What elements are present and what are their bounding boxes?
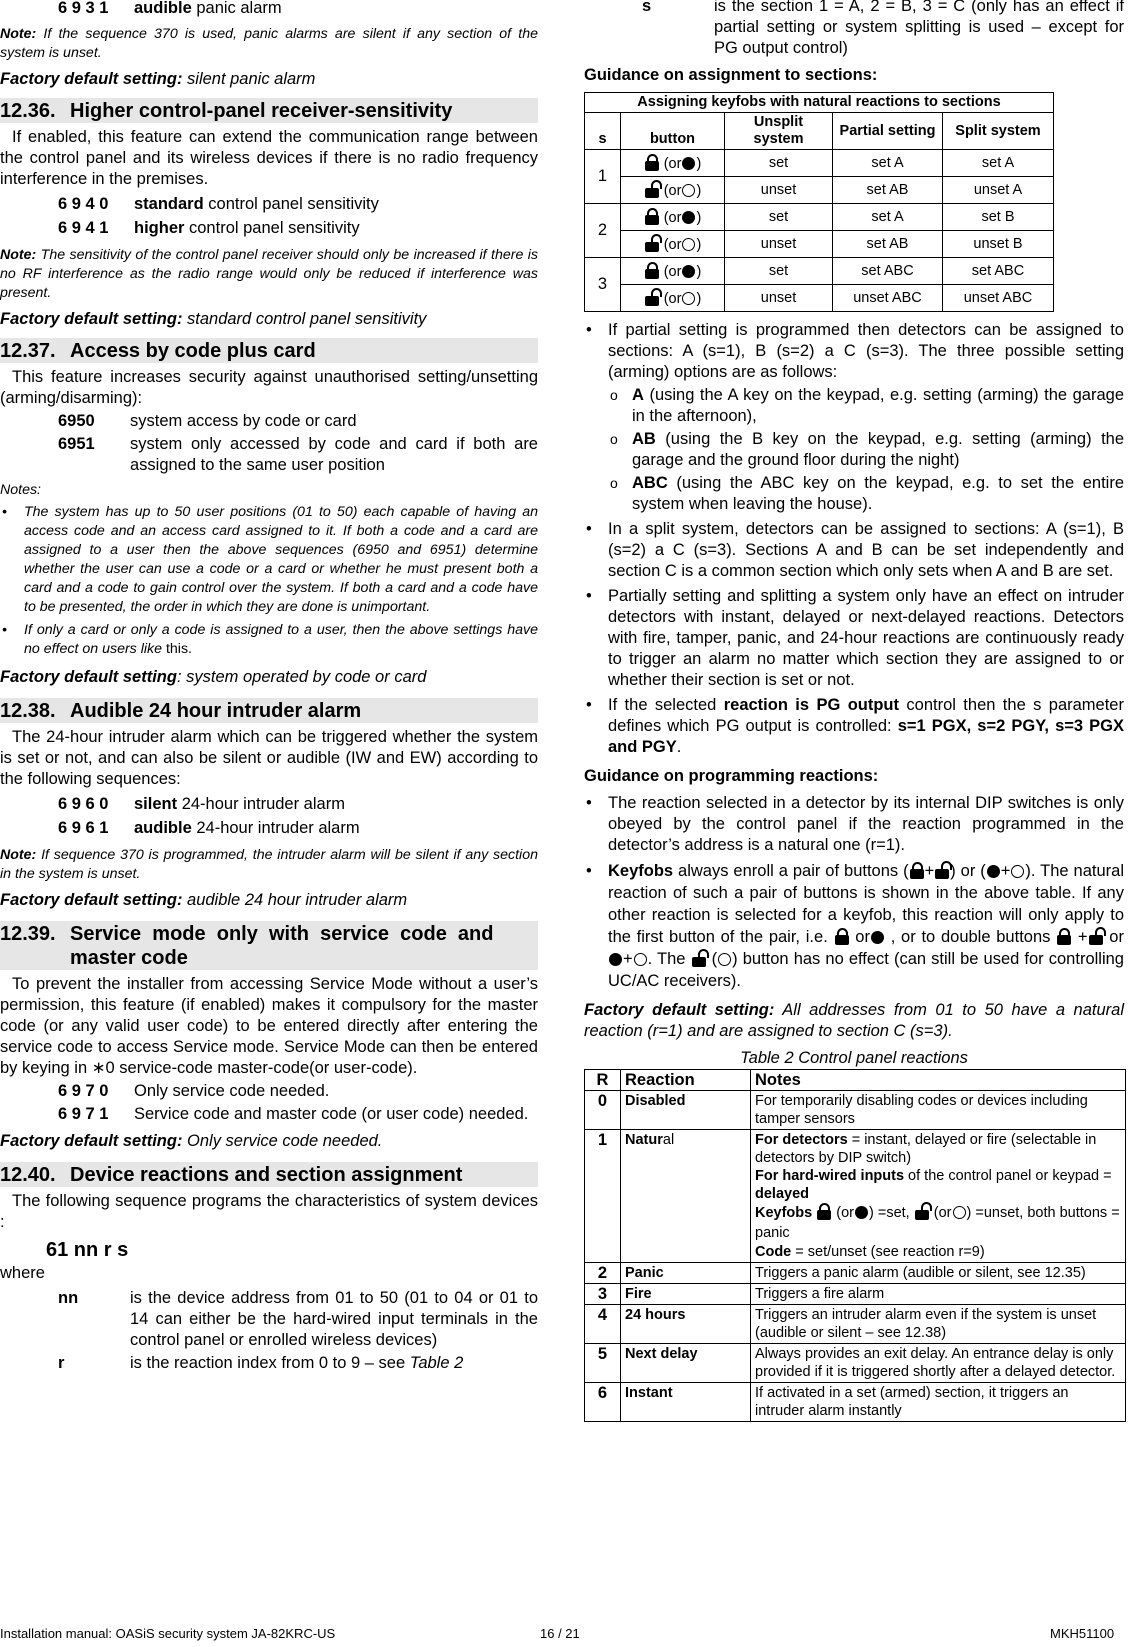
or-text: (or	[663, 155, 682, 172]
heading-number: 12.38.	[0, 700, 56, 722]
heading-12-36	[0, 98, 538, 123]
paragraph: If enabled, this feature can extend the communication range between the control panel and its wireless devices if there is no radio frequency interference in the premises.	[0, 128, 538, 188]
note-bold: For hard-wired inputs	[755, 1168, 905, 1184]
heading-title: Device reactions and section assignment	[70, 1164, 463, 1186]
fd-label: Factory default setting:	[0, 70, 183, 88]
sub-item	[608, 429, 1124, 471]
table-row	[585, 177, 1054, 204]
item-text: , or to double buttons	[884, 928, 1051, 946]
table-cell: unset	[725, 285, 833, 312]
filled-circle-icon	[855, 1206, 868, 1219]
fd-text: silent panic alarm	[182, 70, 316, 88]
fd-text: standard control panel sensitivity	[182, 310, 427, 328]
seq-code: 6 9 7 1	[58, 1105, 109, 1123]
close-paren: )	[696, 182, 702, 199]
factory-default-intruder	[0, 890, 538, 911]
list-item: • Partially setting and splitting a system only have an effect on intruder detectors with instant, delayed or next-delayed reactions. Detectors with fire, tamper, panic, and 24-hour reactions are continuously ready to trigger an alarm no matter which section they are assigned to or whether their section is set or not.	[608, 586, 1124, 691]
def-nn	[0, 1288, 538, 1351]
close-paren: )	[696, 236, 702, 253]
def-value: is the reaction index from 0 to 9 – see	[130, 1354, 410, 1372]
table-cell: set ABC	[833, 258, 943, 285]
sub-text: (using the A key on the keypad, e.g. setting (arming) the garage in the afternoon),	[632, 386, 1124, 425]
def-key: 6950	[58, 412, 95, 430]
filled-circle-icon	[682, 157, 695, 170]
factory-default-panic	[0, 69, 538, 90]
table-cell: set AB	[833, 231, 943, 258]
note-text: ) =set,	[869, 1205, 910, 1221]
table-header-row	[585, 113, 1054, 150]
item-text: button has no effect (can still be used for controlling UC/AC receivers).	[608, 950, 1124, 990]
table-cell: set AB	[833, 177, 943, 204]
table-row	[585, 1091, 1126, 1130]
fd-label: Factory default setting:	[0, 891, 183, 909]
table-cell: set	[725, 204, 833, 231]
note-line	[755, 1243, 1121, 1261]
seq-code: 6 9 7 0	[58, 1082, 109, 1100]
sequence-formula: 61 nn r s	[46, 1239, 129, 1261]
note-text: = set/unset (see reaction r=9)	[791, 1244, 985, 1260]
paragraph: The 24-hour intruder alarm which can be triggered whether the system is set or not, and can also be silent or audible (IW and EW) according to the following sequences:	[0, 728, 538, 788]
close-paren: )	[696, 209, 702, 226]
note-line	[755, 1131, 1121, 1167]
table-cell: unset ABC	[833, 285, 943, 312]
guidance-list	[584, 320, 1124, 758]
notes-list	[0, 503, 538, 659]
filled-circle-icon	[609, 953, 622, 966]
table-row	[585, 1263, 1126, 1284]
table-cell: set B	[943, 204, 1054, 231]
sub-item	[608, 385, 1124, 427]
note-370	[0, 25, 538, 63]
note-text: The sensitivity of the control panel receiver should only be increased if there is no RF interference as the radio range would only be reduced if interference was present.	[0, 247, 538, 301]
def-6951	[0, 434, 538, 476]
heading-12-39	[0, 921, 538, 970]
heading-number: 12.39.	[0, 923, 56, 945]
def-key: r	[58, 1354, 65, 1372]
unlocked-padlock-icon	[692, 950, 706, 967]
seq-bold: silent	[134, 795, 178, 813]
or-text: (or	[663, 209, 682, 226]
unlocked-padlock-icon	[915, 1203, 929, 1220]
heading-title: Audible 24 hour intruder alarm	[70, 700, 362, 722]
header-cell: Partial setting	[833, 113, 943, 150]
def-6950	[0, 411, 538, 432]
list-item-keyfobs	[608, 860, 1124, 992]
header-cell: Notes	[751, 1070, 1126, 1091]
def-value: is the section 1 = A, 2 = B, 3 = C (only has an effect if partial setting or system splitting is used – except for PG output control)	[714, 0, 1124, 57]
reaction-index: 4	[585, 1305, 621, 1344]
plus-sign: +	[623, 950, 633, 968]
empty-circle-icon	[1011, 865, 1024, 878]
reaction-note: If activated in a set (armed) section, it triggers an intruder alarm instantly	[751, 1383, 1126, 1422]
name-bold: Natur	[625, 1132, 663, 1148]
def-r	[0, 1353, 538, 1374]
factory-default-access	[0, 667, 538, 688]
filled-circle-icon	[682, 265, 695, 278]
item-text: )	[732, 950, 738, 968]
seq-6931	[0, 0, 538, 20]
document-code: MKH51100	[1050, 1626, 1115, 1641]
seq-text: Only service code needed.	[134, 1082, 330, 1100]
note-bold: For detectors	[755, 1132, 848, 1148]
plus-sign: +	[1077, 928, 1088, 946]
note-bold: Keyfobs	[755, 1205, 813, 1221]
seq-6971	[0, 1104, 538, 1125]
or-text: (or	[663, 182, 682, 199]
table-cell: unset	[725, 231, 833, 258]
table-row	[585, 204, 1054, 231]
fd-text: All addresses from 01 to 50 have a natural reaction (r=1) and are assigned to section C (s=3).	[584, 1001, 1124, 1040]
plus-sign: +	[1000, 862, 1011, 880]
close-paren: )	[696, 263, 702, 280]
seq-code: 6 9 4 1	[58, 219, 109, 237]
unlocked-padlock-icon	[645, 289, 659, 306]
table-header-row	[585, 1070, 1126, 1091]
table-row	[585, 285, 1054, 312]
item-text: always enroll a pair of buttons (	[673, 862, 909, 880]
where-label: where	[0, 1264, 45, 1282]
reaction-note: For temporarily disabling codes or devices including tamper sensors	[751, 1091, 1126, 1130]
table-cell: set ABC	[943, 258, 1054, 285]
heading-number: 12.36.	[0, 100, 56, 122]
button-cell	[621, 285, 725, 312]
seq-text: Service code and master code (or user code) needed.	[134, 1105, 529, 1123]
button-cell	[621, 177, 725, 204]
seq-bold: higher	[134, 219, 185, 237]
seq-6970	[0, 1081, 538, 1102]
note-text: If the sequence 370 is used, panic alarms are silent if any section of the system is unset.	[0, 26, 538, 61]
sub-text: (using the ABC key on the keypad, e.g. to set the entire system when leaving the house).	[632, 474, 1124, 513]
item-text: or	[855, 928, 870, 946]
table-row	[585, 1284, 1126, 1305]
heading-12-37	[0, 338, 538, 363]
close-paren: )	[696, 155, 702, 172]
table-cell: set	[725, 150, 833, 177]
notes-label: Notes:	[0, 482, 42, 498]
fd-label: Factory default setting:	[584, 1001, 775, 1019]
factory-default-service	[0, 1131, 538, 1152]
list-item	[608, 320, 1124, 515]
heading-title: Access by code plus card	[70, 340, 316, 362]
seq-text: 24-hour intruder alarm	[177, 795, 345, 813]
item-text: control then the s parameter defines which PG output is controlled:	[608, 696, 1124, 735]
reaction-index: 2	[585, 1263, 621, 1284]
table-cell: set A	[833, 204, 943, 231]
table-cell: set A	[833, 150, 943, 177]
fd-label: Factory default setting	[0, 668, 177, 686]
reaction-name: Fire	[621, 1284, 751, 1305]
plus-sign: +	[924, 862, 935, 880]
item-text: . The	[647, 950, 686, 968]
item-text: If the selected	[608, 696, 724, 714]
def-value: is the device address from 01 to 50 (01 to 04 or 01 to 14 can either be the hard-wired input terminals in the control panel or enrolled wireless devices)	[130, 1289, 538, 1349]
paragraph: To prevent the installer from accessing Service Mode without a user’s permission, this feature (if enabled) makes it compulsory for the master code (or any valid user code) to be entered directly after entering the service code to access Service mode. Service Mode can then be entered by keying in ∗0 service-code master-code(or user-code).	[0, 975, 538, 1077]
paragraph: The following sequence programs the characteristics of system devices :	[0, 1192, 538, 1231]
def-value: system access by code or card	[130, 412, 357, 430]
header-cell: Reaction	[621, 1070, 751, 1091]
list-item: • The system has up to 50 user positions (01 to 50) each capable of having an access code and an access card assigned to it. If both a code and a card are assigned to a user then the above sequences (6950 and 6951) determine whether the user can use a code or a card or whether he must present both a card and a code to gain control over the system. If both a card and a code have to be presented, the order in which they are done is unimportant.	[24, 503, 538, 617]
sub-key: ABC	[632, 474, 668, 492]
seq-6941	[0, 216, 538, 240]
reactions-list	[584, 793, 1124, 992]
item-text: The natural reaction of such a pair of buttons is shown in the above table. If any other reaction is selected for a keyfob, this reaction will only apply to the first button of the pair, i.e.	[608, 862, 1124, 946]
fd-text: audible 24 hour intruder alarm	[182, 891, 408, 909]
heading-title-line2: master code	[70, 947, 188, 969]
seq-6961	[0, 816, 538, 840]
seq-text: control panel sensitivity	[203, 195, 379, 213]
table-row	[585, 1130, 1126, 1263]
heading-12-38	[0, 698, 538, 723]
reaction-note: Triggers a fire alarm	[751, 1284, 1126, 1305]
note-text-tail: this.	[162, 641, 192, 657]
or-text: (or	[663, 263, 682, 280]
header-cell: button	[621, 113, 725, 150]
def-key: 6951	[58, 435, 95, 453]
right-column	[584, 0, 1124, 1422]
note-text: ) =unset, both buttons = panic	[755, 1205, 1120, 1241]
reactions-table	[584, 1069, 1126, 1422]
table-cell: set A	[943, 150, 1054, 177]
heading-number: 12.37.	[0, 340, 56, 362]
locked-padlock-icon	[835, 928, 849, 945]
table-caption: Table 2 Control panel reactions	[740, 1049, 968, 1067]
def-s	[584, 0, 1124, 59]
header-cell: Unsplit system	[725, 113, 833, 150]
reaction-name: Next delay	[621, 1344, 751, 1383]
heading-number: 12.40.	[0, 1164, 56, 1186]
seq-bold: standard	[134, 195, 204, 213]
table-cell: unset ABC	[943, 285, 1054, 312]
table-row	[585, 231, 1054, 258]
seq-bold: audible	[134, 819, 192, 837]
item-bold: reaction is PG output	[723, 696, 899, 714]
item-text: .	[676, 738, 682, 756]
item-text: or	[1109, 928, 1124, 946]
section-cell: 2	[585, 204, 621, 258]
paragraph: This feature increases security against unauthorised setting/unsetting (arming/disarming):	[0, 368, 538, 407]
seq-text: panic alarm	[191, 0, 282, 17]
reaction-note: Triggers an intruder alarm even if the system is unset (audible or silent – see 12.38)	[751, 1305, 1126, 1344]
sub-key: A	[632, 386, 644, 404]
unlocked-padlock-icon	[1089, 928, 1103, 945]
item-bold: Keyfobs	[608, 862, 674, 880]
fd-label: Factory default setting:	[0, 1132, 183, 1150]
button-cell	[621, 204, 725, 231]
note-label: Note:	[0, 26, 37, 42]
note-bold: delayed	[755, 1186, 809, 1202]
list-item: • The reaction selected in a detector by its internal DIP switches is only obeyed by the control panel if the reaction programmed in the detector’s address is a natural one (r=1).	[608, 793, 1124, 856]
name-normal: al	[662, 1132, 675, 1148]
footer-title: Installation manual: OASiS security system JA-82KRC-US	[0, 1626, 336, 1641]
empty-circle-icon	[634, 953, 647, 966]
list-item	[24, 621, 538, 659]
seq-6940	[0, 192, 538, 216]
seq-code: 6 9 3 1	[58, 0, 109, 17]
sub-key: AB	[632, 430, 656, 448]
table-cell: unset	[725, 177, 833, 204]
reaction-note: Triggers a panic alarm (audible or silent, see 12.35)	[751, 1263, 1126, 1284]
note-line	[755, 1167, 1121, 1203]
locked-padlock-icon	[645, 154, 659, 171]
empty-circle-icon	[718, 953, 731, 966]
filled-circle-icon	[871, 931, 884, 944]
reaction-name: 24 hours	[621, 1305, 751, 1344]
table-reference: Table 2	[409, 1354, 464, 1372]
seq-code: 6 9 4 0	[58, 195, 109, 213]
fd-label: Factory default setting:	[0, 310, 183, 328]
sub-text: (using the B key on the keypad, e.g. setting (arming) the garage and the ground floor during the night)	[632, 430, 1124, 469]
note-bold: Code	[755, 1244, 792, 1260]
seq-text: control panel sensitivity	[184, 219, 360, 237]
table-cell: unset B	[943, 231, 1054, 258]
item-text: ) or (	[950, 862, 986, 880]
unlocked-padlock-icon	[935, 862, 949, 879]
subheading: Guidance on programming reactions:	[584, 767, 879, 785]
subheading: Guidance on assignment to sections:	[584, 66, 878, 84]
header-cell: s	[585, 113, 621, 150]
reaction-index: 1	[585, 1130, 621, 1263]
close-paren: )	[696, 290, 702, 307]
reaction-name	[621, 1130, 751, 1263]
reaction-index: 5	[585, 1344, 621, 1383]
empty-circle-icon	[953, 1206, 966, 1219]
reaction-name: Panic	[621, 1263, 751, 1284]
note-label: Note:	[0, 847, 37, 863]
table-title-row	[585, 93, 1054, 113]
note-intruder	[0, 846, 538, 884]
locked-padlock-icon	[645, 208, 659, 225]
table-row	[585, 1344, 1126, 1383]
empty-circle-icon	[682, 184, 695, 197]
def-key: nn	[58, 1289, 79, 1307]
note-text: If sequence 370 is programmed, the intruder alarm will be silent if any section in the system is unset.	[0, 847, 538, 882]
empty-circle-icon	[682, 292, 695, 305]
item-bold: s=1 PGX, s=2 PGY, s=3 PGX and PGY	[608, 717, 1125, 756]
note-text: of the control panel or keypad =	[904, 1168, 1112, 1184]
or-text: (or	[663, 236, 682, 253]
note-text: (or	[933, 1205, 952, 1221]
seq-6960	[0, 792, 538, 816]
note-sensitivity	[0, 246, 538, 303]
seq-code: 6 9 6 0	[58, 795, 109, 813]
def-value: system only accessed by code and card if both are assigned to the same user position	[130, 435, 538, 474]
heading-title: Service mode only with service code and	[70, 923, 494, 945]
unlocked-padlock-icon	[645, 235, 659, 252]
seq-text: 24-hour intruder alarm	[191, 819, 360, 837]
reaction-index: 0	[585, 1091, 621, 1130]
fd-text: : system operated by code or card	[176, 668, 427, 686]
table-row	[585, 1305, 1126, 1344]
button-cell	[621, 258, 725, 285]
or-text: (or	[663, 290, 682, 307]
table-title: Assigning keyfobs with natural reactions to sections	[585, 93, 1054, 113]
fd-text: Only service code needed.	[182, 1132, 383, 1150]
sub-item	[608, 473, 1124, 515]
note-label: Note:	[0, 247, 37, 263]
filled-circle-icon	[682, 211, 695, 224]
note-text: (or	[836, 1205, 855, 1221]
factory-default-reactions	[584, 1000, 1124, 1042]
def-key: s	[642, 0, 652, 15]
item-text: ).	[1025, 862, 1036, 880]
filled-circle-icon	[987, 865, 1000, 878]
table-cell: unset A	[943, 177, 1054, 204]
seq-code: 6 9 6 1	[58, 819, 109, 837]
reaction-name: Instant	[621, 1383, 751, 1422]
locked-padlock-icon	[645, 262, 659, 279]
reaction-note	[751, 1130, 1126, 1263]
seq-bold: audible	[134, 0, 192, 17]
locked-padlock-icon	[910, 862, 924, 879]
locked-padlock-icon	[817, 1203, 831, 1220]
heading-title: Higher control-panel receiver-sensitivity	[70, 100, 453, 122]
locked-padlock-icon	[1057, 928, 1071, 945]
item-text: (	[711, 950, 718, 968]
reaction-index: 6	[585, 1383, 621, 1422]
unlocked-padlock-icon	[645, 181, 659, 198]
table-row	[585, 150, 1054, 177]
list-item: • In a split system, detectors can be assigned to sections: A (s=1), B (s=2) a C (s=3). Sections A and B can be set independently and section C is a common section which only sets when A and B are set.	[608, 519, 1124, 582]
reaction-index: 3	[585, 1284, 621, 1305]
header-cell: Split system	[943, 113, 1054, 150]
button-cell	[621, 231, 725, 258]
header-cell: R	[585, 1070, 621, 1091]
section-cell: 1	[585, 150, 621, 204]
heading-12-40	[0, 1162, 538, 1187]
page-number: 16 / 21	[540, 1626, 580, 1641]
reaction-name: Disabled	[621, 1091, 751, 1130]
note-text: If only a card or only a code is assigned to a user, then the above settings have no effect on users like	[24, 622, 538, 657]
table-cell: set	[725, 258, 833, 285]
left-column	[0, 0, 538, 1376]
factory-default-sensitivity	[0, 309, 538, 330]
keyfob-sections-table	[584, 92, 1054, 312]
table-row	[585, 258, 1054, 285]
list-item	[608, 695, 1124, 758]
note-line	[755, 1203, 1121, 1243]
section-cell: 3	[585, 258, 621, 312]
item-text: If partial setting is programmed then detectors can be assigned to sections: A (s=1), B (s=2) a C (s=3). The three possible setting (arming) options are as follows:	[608, 321, 1124, 381]
table-row	[585, 1383, 1126, 1422]
note-text: = instant, delayed or fire (selectable in detectors by DIP switch)	[755, 1132, 1097, 1166]
reaction-note: Always provides an exit delay. An entrance delay is only provided if it is triggered shortly after a delayed detector.	[751, 1344, 1126, 1383]
button-cell	[621, 150, 725, 177]
empty-circle-icon	[682, 238, 695, 251]
